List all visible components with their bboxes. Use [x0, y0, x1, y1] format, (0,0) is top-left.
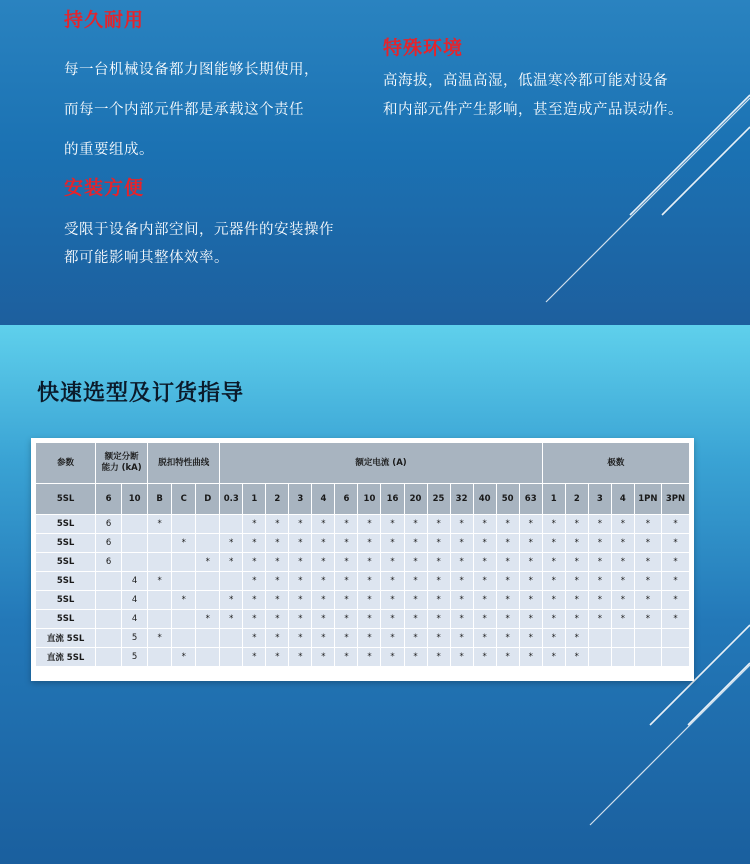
table-cell: 4	[122, 591, 148, 610]
table-cell	[96, 572, 122, 591]
header-param: 参数	[36, 443, 96, 484]
subheader-cell: 10	[358, 484, 381, 515]
table-cell: *	[335, 553, 358, 572]
table-cell: *	[243, 648, 266, 667]
table-cell	[611, 629, 634, 648]
table-cell: *	[312, 553, 335, 572]
selection-table	[35, 442, 690, 667]
table-cell: 4	[122, 572, 148, 591]
table-cell: *	[427, 534, 450, 553]
table-cell: *	[196, 610, 220, 629]
table-cell: 5	[122, 629, 148, 648]
table-cell: *	[542, 553, 565, 572]
subheader-cell: 3	[588, 484, 611, 515]
table-header-row	[36, 443, 690, 484]
subheader-cell: 50	[496, 484, 519, 515]
table-cell: *	[266, 515, 289, 534]
table-cell: *	[289, 534, 312, 553]
table-cell: *	[611, 534, 634, 553]
subheader-cell: 1	[243, 484, 266, 515]
table-cell: *	[243, 572, 266, 591]
table-cell: *	[312, 572, 335, 591]
table-cell: *	[473, 629, 496, 648]
table-cell: *	[519, 648, 542, 667]
table-cell: *	[427, 629, 450, 648]
table-cell	[220, 629, 243, 648]
table-cell: *	[220, 591, 243, 610]
table-cell: *	[220, 534, 243, 553]
table-cell: *	[358, 629, 381, 648]
table-subheader-row	[36, 484, 690, 515]
table-cell: *	[335, 515, 358, 534]
table-cell: *	[289, 515, 312, 534]
table-row	[36, 534, 690, 553]
table-cell: *	[427, 610, 450, 629]
table-cell: *	[335, 648, 358, 667]
table-cell: *	[450, 515, 473, 534]
table-cell: *	[611, 610, 634, 629]
table-cell: *	[312, 648, 335, 667]
section-title: 快速选型及订货指导	[37, 381, 245, 406]
table-cell: *	[542, 534, 565, 553]
durable-heading: 持久耐用	[64, 9, 145, 31]
subheader-cell: 10	[122, 484, 148, 515]
table-cell: *	[312, 610, 335, 629]
table-cell: *	[450, 629, 473, 648]
table-cell: *	[148, 515, 172, 534]
subheader-cell: 4	[312, 484, 335, 515]
table-cell: *	[404, 553, 427, 572]
subheader-cell: 3	[289, 484, 312, 515]
subheader-cell: D	[196, 484, 220, 515]
table-cell: *	[381, 591, 404, 610]
table-cell: *	[634, 610, 661, 629]
subheader-cell: 1PN	[634, 484, 661, 515]
table-cell: *	[450, 610, 473, 629]
model-cell: 5SL	[36, 572, 96, 591]
table-cell: *	[404, 591, 427, 610]
table-cell: *	[172, 648, 196, 667]
table-cell: *	[519, 534, 542, 553]
table-cell	[634, 629, 661, 648]
table-cell	[196, 591, 220, 610]
table-cell	[661, 629, 689, 648]
model-cell: 5SL	[36, 534, 96, 553]
table-cell: *	[473, 572, 496, 591]
table-cell: *	[588, 553, 611, 572]
install-heading: 安装方便	[64, 177, 145, 199]
table-cell	[611, 648, 634, 667]
table-cell: *	[427, 648, 450, 667]
subheader-cell: 6	[96, 484, 122, 515]
table-cell: *	[588, 591, 611, 610]
subheader-cell: 0.3	[220, 484, 243, 515]
table-cell: *	[473, 515, 496, 534]
table-cell: *	[588, 534, 611, 553]
table-body	[36, 515, 690, 667]
table-cell: *	[519, 591, 542, 610]
subheader-cell: 5SL	[36, 484, 96, 515]
table-cell: *	[634, 515, 661, 534]
table-cell: *	[381, 648, 404, 667]
table-cell: *	[243, 534, 266, 553]
header-rated-current: 额定电流 (A)	[220, 443, 542, 484]
table-cell: *	[335, 572, 358, 591]
table-row	[36, 629, 690, 648]
table-cell: *	[381, 515, 404, 534]
table-cell: *	[496, 553, 519, 572]
table-cell: *	[312, 629, 335, 648]
table-cell: *	[220, 610, 243, 629]
table-cell: *	[588, 572, 611, 591]
table-cell: *	[519, 553, 542, 572]
table-cell: *	[519, 515, 542, 534]
subheader-cell: C	[172, 484, 196, 515]
model-cell: 5SL	[36, 515, 96, 534]
table-cell: *	[289, 648, 312, 667]
table-cell	[220, 515, 243, 534]
selection-table-card	[31, 438, 694, 681]
subheader-cell: 2	[266, 484, 289, 515]
install-line: 都可能影响其整体效率。	[64, 250, 229, 266]
table-cell	[172, 553, 196, 572]
table-cell: *	[243, 591, 266, 610]
table-cell	[122, 515, 148, 534]
table-cell	[148, 610, 172, 629]
table-cell: *	[450, 553, 473, 572]
table-cell: *	[243, 610, 266, 629]
table-cell: *	[148, 572, 172, 591]
table-cell: *	[266, 610, 289, 629]
durable-line: 每一台机械设备都力图能够长期使用，	[64, 62, 319, 78]
table-cell: *	[519, 629, 542, 648]
table-cell: *	[496, 610, 519, 629]
table-cell: *	[335, 591, 358, 610]
subheader-cell: 20	[404, 484, 427, 515]
table-cell	[172, 629, 196, 648]
table-cell: *	[661, 515, 689, 534]
model-cell: 5SL	[36, 553, 96, 572]
table-cell	[196, 629, 220, 648]
table-cell: *	[196, 553, 220, 572]
table-cell	[661, 648, 689, 667]
environment-heading: 特殊环境	[383, 37, 464, 59]
table-cell: *	[335, 534, 358, 553]
subheader-cell: 16	[381, 484, 404, 515]
table-cell	[148, 534, 172, 553]
table-cell: *	[289, 610, 312, 629]
table-cell: 6	[96, 515, 122, 534]
table-cell: *	[661, 553, 689, 572]
model-cell: 5SL	[36, 610, 96, 629]
header-breaking-line: 能力 (kA)	[101, 463, 142, 473]
table-cell: *	[565, 591, 588, 610]
table-cell: *	[381, 610, 404, 629]
header-trip-curve: 脱扣特性曲线	[148, 443, 220, 484]
table-cell: *	[335, 610, 358, 629]
table-cell: *	[243, 515, 266, 534]
table-cell	[196, 515, 220, 534]
table-cell: *	[266, 572, 289, 591]
table-cell: *	[266, 591, 289, 610]
table-cell: *	[427, 572, 450, 591]
table-cell	[196, 534, 220, 553]
table-row	[36, 515, 690, 534]
table-cell: *	[220, 553, 243, 572]
table-cell: *	[358, 534, 381, 553]
subheader-cell: 40	[473, 484, 496, 515]
table-row	[36, 591, 690, 610]
table-cell: *	[473, 648, 496, 667]
table-cell: *	[358, 515, 381, 534]
table-cell: *	[634, 572, 661, 591]
table-cell: *	[496, 534, 519, 553]
header-poles: 极数	[542, 443, 689, 484]
subheader-cell: 1	[542, 484, 565, 515]
table-cell	[588, 629, 611, 648]
table-cell	[220, 572, 243, 591]
table-cell: *	[427, 515, 450, 534]
table-cell: *	[381, 572, 404, 591]
header-breaking-line: 额定分断	[104, 452, 139, 462]
table-cell	[634, 648, 661, 667]
table-cell	[196, 572, 220, 591]
table-cell: *	[404, 629, 427, 648]
table-cell: *	[381, 629, 404, 648]
table-cell: *	[565, 515, 588, 534]
table-cell: *	[565, 610, 588, 629]
table-cell: *	[381, 534, 404, 553]
table-cell: *	[172, 591, 196, 610]
table-cell: *	[427, 591, 450, 610]
table-cell: *	[473, 591, 496, 610]
table-cell: *	[542, 572, 565, 591]
table-cell: *	[473, 534, 496, 553]
table-cell: *	[289, 629, 312, 648]
table-cell	[172, 572, 196, 591]
table-cell: *	[565, 553, 588, 572]
table-cell	[96, 629, 122, 648]
table-cell: *	[496, 515, 519, 534]
subheader-cell: 25	[427, 484, 450, 515]
table-cell: 4	[122, 610, 148, 629]
table-cell: *	[565, 534, 588, 553]
table-cell	[96, 610, 122, 629]
install-text	[64, 216, 334, 272]
table-cell: *	[289, 553, 312, 572]
durable-text	[64, 50, 319, 170]
table-cell	[588, 648, 611, 667]
table-cell: 6	[96, 553, 122, 572]
table-cell: *	[358, 553, 381, 572]
table-cell: *	[358, 610, 381, 629]
table-cell: *	[542, 648, 565, 667]
table-cell: *	[289, 572, 312, 591]
table-cell	[96, 591, 122, 610]
table-cell	[148, 591, 172, 610]
table-cell: *	[661, 610, 689, 629]
table-cell: *	[661, 572, 689, 591]
table-cell: *	[172, 534, 196, 553]
table-cell	[172, 515, 196, 534]
table-cell: *	[243, 553, 266, 572]
table-row	[36, 648, 690, 667]
table-cell	[196, 648, 220, 667]
subheader-cell: 2	[565, 484, 588, 515]
table-cell: *	[542, 591, 565, 610]
table-cell: *	[450, 572, 473, 591]
header-breaking-capacity	[96, 443, 148, 484]
table-row	[36, 553, 690, 572]
table-cell: *	[312, 534, 335, 553]
table-cell: *	[611, 553, 634, 572]
table-cell	[122, 534, 148, 553]
table-cell: *	[634, 534, 661, 553]
table-cell: *	[312, 515, 335, 534]
table-cell: *	[473, 610, 496, 629]
subheader-cell: 63	[519, 484, 542, 515]
table-cell: *	[588, 610, 611, 629]
table-cell	[122, 553, 148, 572]
table-cell: *	[266, 629, 289, 648]
table-cell	[148, 648, 172, 667]
install-line: 受限于设备内部空间，元器件的安装操作	[64, 222, 334, 238]
subheader-cell: 3PN	[661, 484, 689, 515]
table-cell: *	[473, 553, 496, 572]
model-cell: 5SL	[36, 591, 96, 610]
table-row	[36, 610, 690, 629]
table-cell: *	[496, 572, 519, 591]
table-row	[36, 572, 690, 591]
model-cell: 直流 5SL	[36, 648, 96, 667]
table-cell: *	[661, 591, 689, 610]
table-cell: *	[565, 572, 588, 591]
table-cell: *	[611, 591, 634, 610]
durable-line: 的重要组成。	[64, 142, 154, 158]
table-cell: *	[542, 610, 565, 629]
table-cell: *	[404, 648, 427, 667]
table-cell: *	[519, 610, 542, 629]
table-cell: *	[611, 515, 634, 534]
table-cell: *	[496, 591, 519, 610]
table-cell: *	[266, 534, 289, 553]
environment-text	[383, 67, 683, 125]
table-cell: *	[312, 591, 335, 610]
environment-line: 和内部元件产生影响，甚至造成产品误动作。	[383, 102, 683, 118]
table-cell	[148, 553, 172, 572]
table-cell: *	[243, 629, 266, 648]
table-cell: *	[427, 553, 450, 572]
subheader-cell: 4	[611, 484, 634, 515]
subheader-cell: 6	[335, 484, 358, 515]
table-cell: *	[404, 534, 427, 553]
table-cell: *	[335, 629, 358, 648]
table-cell: *	[266, 648, 289, 667]
table-cell: *	[661, 534, 689, 553]
table-cell: *	[358, 572, 381, 591]
table-cell: *	[542, 629, 565, 648]
table-cell: *	[450, 591, 473, 610]
table-cell: *	[404, 610, 427, 629]
table-cell: *	[611, 572, 634, 591]
table-cell: *	[519, 572, 542, 591]
table-cell	[96, 648, 122, 667]
environment-line: 高海拔，高温高湿，低温寒冷都可能对设备	[383, 73, 668, 89]
table-cell: *	[358, 648, 381, 667]
table-cell: *	[404, 515, 427, 534]
table-cell: *	[404, 572, 427, 591]
table-cell: *	[565, 629, 588, 648]
table-cell: *	[588, 515, 611, 534]
table-cell: *	[496, 648, 519, 667]
subheader-cell: 32	[450, 484, 473, 515]
table-cell: *	[148, 629, 172, 648]
table-cell: *	[634, 553, 661, 572]
table-cell: *	[542, 515, 565, 534]
table-cell: *	[450, 534, 473, 553]
table-cell: 6	[96, 534, 122, 553]
subheader-cell: B	[148, 484, 172, 515]
table-cell: *	[266, 553, 289, 572]
table-cell: *	[496, 629, 519, 648]
model-cell: 直流 5SL	[36, 629, 96, 648]
table-cell: 5	[122, 648, 148, 667]
table-cell: *	[565, 648, 588, 667]
table-cell: *	[450, 648, 473, 667]
table-cell: *	[381, 553, 404, 572]
table-cell: *	[358, 591, 381, 610]
durable-line: 而每一个内部元件都是承载这个责任	[64, 102, 304, 118]
table-cell	[172, 610, 196, 629]
table-cell: *	[634, 591, 661, 610]
table-cell	[220, 648, 243, 667]
table-cell: *	[289, 591, 312, 610]
